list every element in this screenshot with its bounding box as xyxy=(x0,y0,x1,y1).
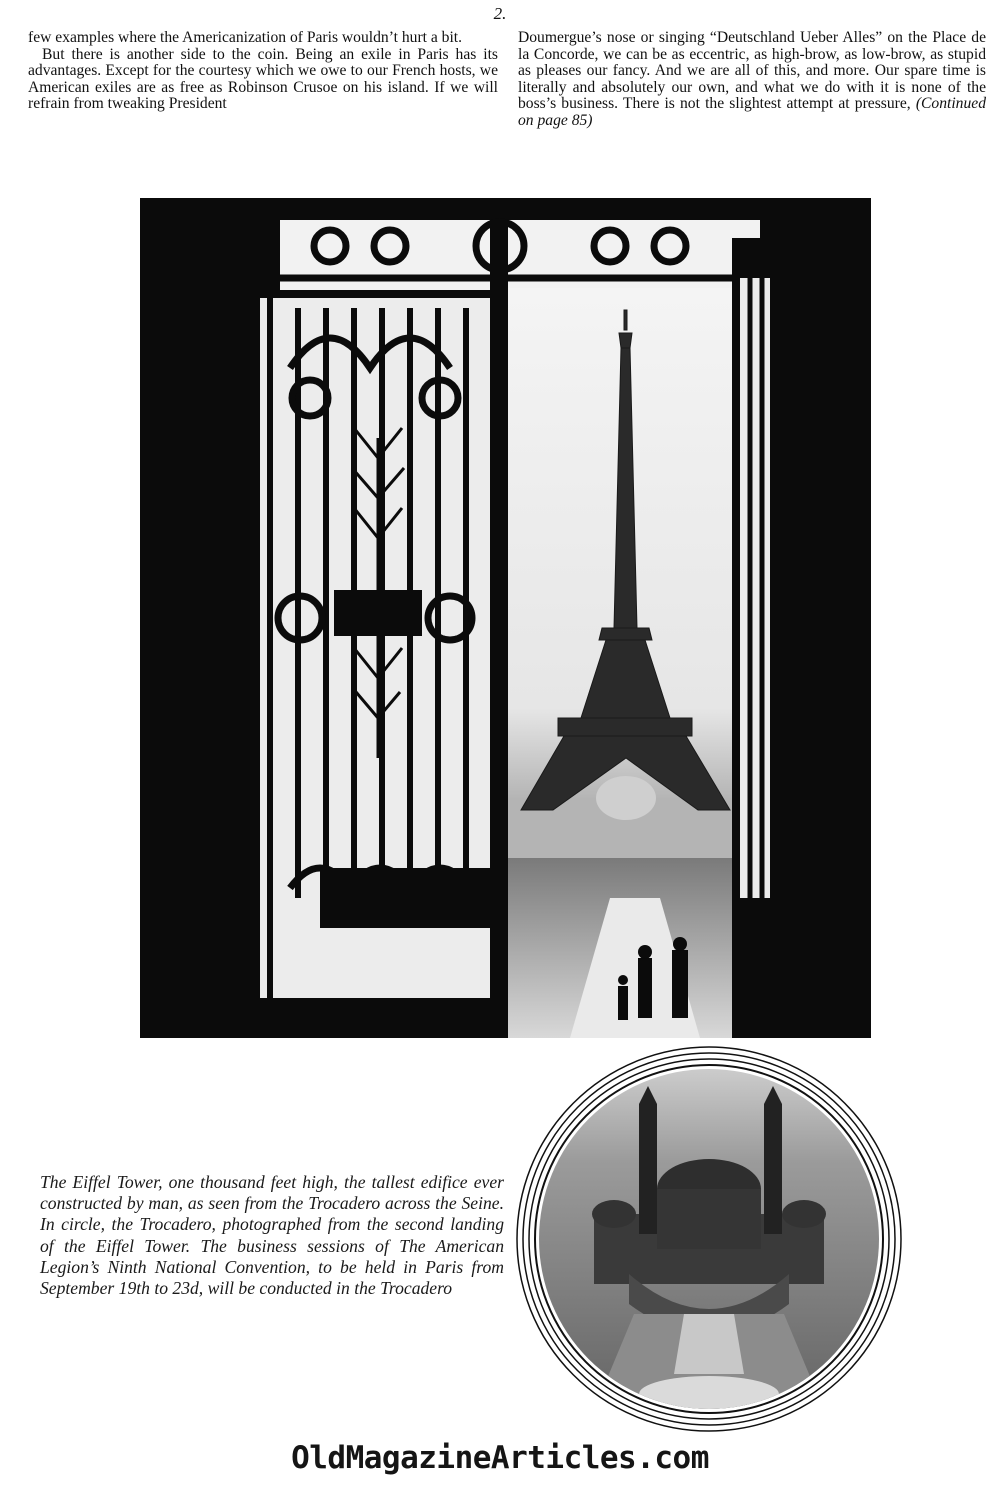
article-column-right xyxy=(518,30,986,130)
eiffel-tower-photo xyxy=(140,198,871,1038)
site-watermark: OldMagazineArticles.com xyxy=(291,1440,709,1476)
trocadero-circle-photo xyxy=(514,1044,904,1434)
page-number: 2. xyxy=(493,4,507,23)
article-column-left xyxy=(28,30,498,113)
photo-caption: The Eiffel Tower, one thousand feet high, the tallest edifice ever constructed by man, as seen from the Trocadero across the Seine. In circle, the Trocadero, photographed from the second landing of the Eiffel Tower. The business sessions of The American Legion’s Ninth National Convention, to be held in Paris from September 19th to 23d, will be conducted in the Trocadero xyxy=(40,1172,504,1299)
paragraph: But there is another side to the coin. Being an exile in Paris has its advantages. Except for the courtesy which we owe to our French hosts, we American exiles are as free as Robinson Crusoe on his island. If we will refrain from tweaking President xyxy=(28,45,498,113)
paragraph: few examples where the Americanization of Paris wouldn’t hurt a bit. xyxy=(28,29,463,46)
paragraph xyxy=(518,30,986,130)
paragraph-text: Doumergue’s nose or singing “Deutschland Ueber Alles” on the Place de la Concorde, we can be as eccentric, as high-brow, as low-brow, as stupid as pleases our fancy. And we are all of this, and more. Our spare time is literally and absolutely our own, and what we do with it is none of the boss’s business. There is not the slightest attempt at pressure, xyxy=(518,29,986,113)
continued-note: (Continued on page 85) xyxy=(518,95,986,129)
